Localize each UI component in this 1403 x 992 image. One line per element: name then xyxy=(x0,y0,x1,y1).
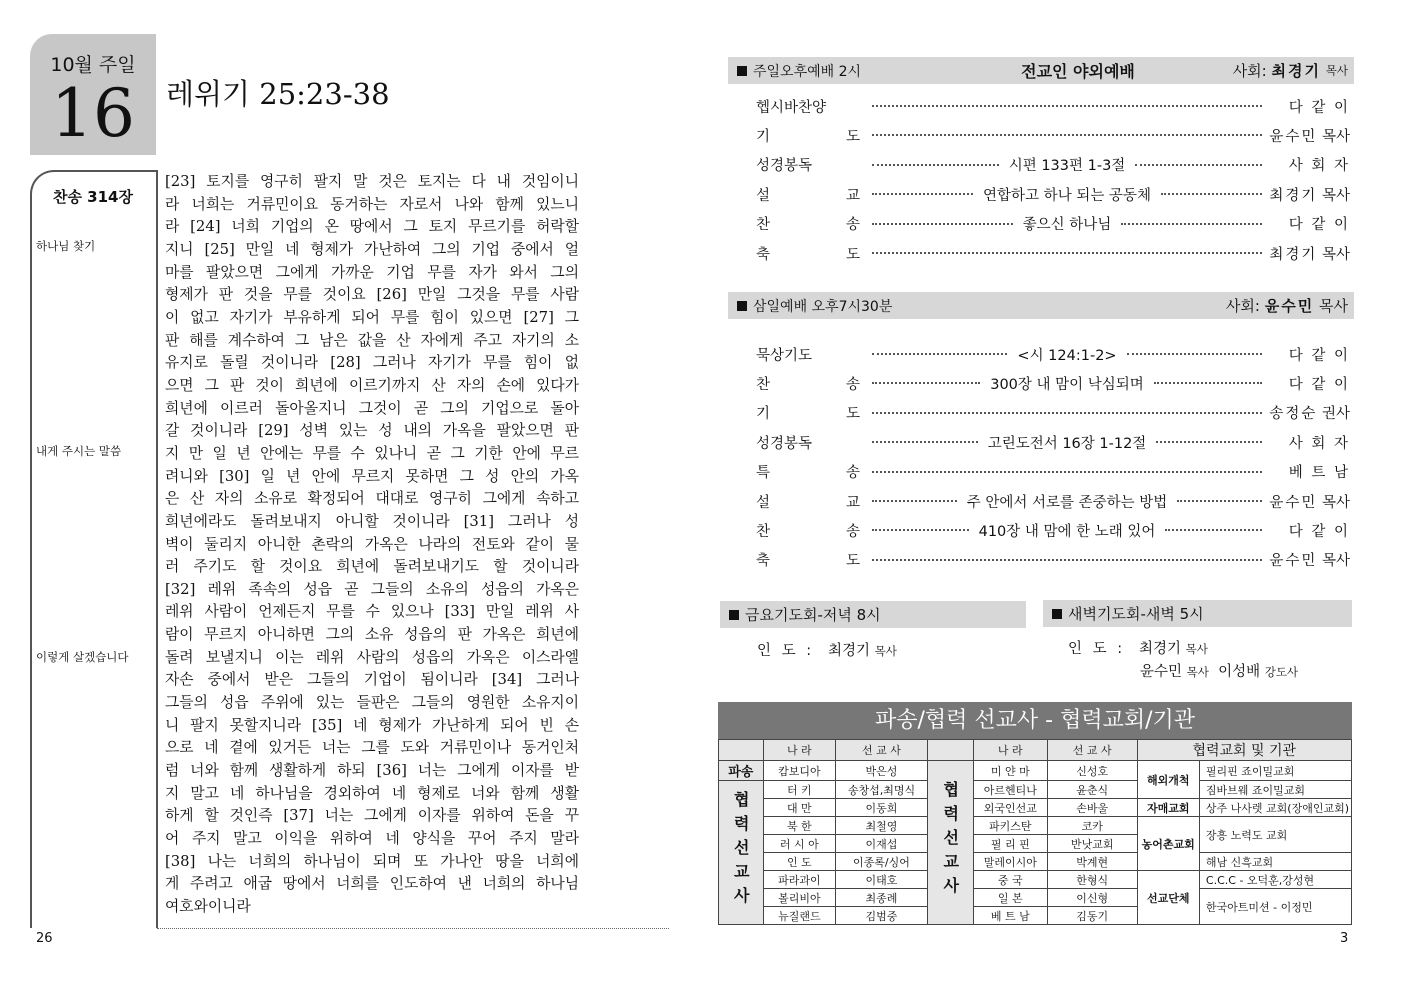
order-person xyxy=(1266,549,1350,570)
scripture-line: 람이 무르지 아니하면 그의 소유 성읍의 판 가옥은 희년에 xyxy=(165,626,579,644)
scripture-line: 그들의 성읍 주위에 있는 들판은 그들의 영원한 소유지이 xyxy=(165,694,579,712)
scripture-line: 레위 사람이 언제든지 무를 수 있으나 [33] 만일 레위 사 xyxy=(165,603,579,621)
order-person xyxy=(1266,520,1350,541)
leader-dots xyxy=(1161,193,1262,195)
missionary-cell: 박은성 xyxy=(836,761,928,781)
person-title: 목사 xyxy=(1321,494,1350,511)
side-label-seek: 하나님 찾기 xyxy=(36,239,96,253)
order-row xyxy=(756,122,1350,148)
scripture-text xyxy=(165,171,579,919)
order-person xyxy=(1266,373,1350,394)
order-person xyxy=(1266,491,1350,512)
order-row xyxy=(756,240,1350,266)
dawn-leader xyxy=(1068,637,1208,658)
square-bullet-icon xyxy=(1052,609,1062,619)
order-row xyxy=(756,517,1350,543)
leader-dots xyxy=(872,529,969,531)
order-content: 시편 133편 1-3절 xyxy=(1008,158,1126,175)
order-label: 기 도 xyxy=(756,406,860,423)
leader-name: 이성배 xyxy=(1218,664,1261,680)
scripture-line: 게 주려고 애굽 땅에서 너희를 인도하여 낸 너희의 하나님 xyxy=(165,875,579,893)
table-row xyxy=(719,817,1352,835)
country-cell: 파키스탄 xyxy=(973,817,1047,835)
friday-title: 금요기도회-저녁 8시 xyxy=(745,606,881,624)
missionary-cell: 송창섭,최명식 xyxy=(836,781,928,799)
day-number: 16 xyxy=(51,75,135,152)
order-content: 410장 내 맘에 한 노래 있어 xyxy=(978,523,1156,540)
page-number-left: 26 xyxy=(36,931,53,946)
leader-dots xyxy=(872,164,999,166)
person-title: 목사 xyxy=(1321,246,1350,263)
scripture-line: 희년에라도 돌려보내지 아니할 것이니라 [31] 그러나 성 xyxy=(165,512,579,530)
partner-item: 필리핀 죠이밀교회 xyxy=(1199,761,1351,781)
leader-dots xyxy=(872,105,1262,107)
order-row xyxy=(756,152,1350,178)
order-row xyxy=(756,341,1350,367)
partner-category: 농어촌교회 xyxy=(1137,817,1199,871)
order-person xyxy=(1266,461,1350,482)
person-name: 사 회 자 xyxy=(1288,435,1351,452)
missionary-cell: 최종례 xyxy=(836,889,928,907)
leader-prefix: 사회: xyxy=(1232,62,1267,80)
leader-title: 목사 xyxy=(1185,642,1208,656)
person-name: 최경기 xyxy=(1269,187,1318,204)
missionary-cell: 이태호 xyxy=(836,871,928,889)
order-row xyxy=(756,488,1350,514)
leader-dots xyxy=(1165,529,1262,531)
wednesday-service-header xyxy=(728,292,1354,319)
col-missionary: 선 교 사 xyxy=(836,740,928,761)
side-label-word: 내게 주시는 말씀 xyxy=(36,444,122,458)
person-title: 목사 xyxy=(1321,553,1350,570)
scripture-line: 벽이 둘리지 아니한 촌락의 가옥은 나라의 전토와 같이 물 xyxy=(165,535,579,553)
square-bullet-icon xyxy=(737,301,747,311)
order-content: 300장 내 맘이 낙심되며 xyxy=(990,376,1144,393)
scripture-line: 하게 할 것인즉 [37] 너는 그에게 이자를 위하여 돈을 꾸 xyxy=(165,807,579,825)
leader-title: 강도사 xyxy=(1264,665,1299,679)
order-row xyxy=(756,211,1350,237)
partner-item: 장흥 노력도 교회 xyxy=(1199,817,1351,853)
leader-title: 목사 xyxy=(1319,297,1348,315)
scripture-line: 희년에 이르러 돌아올지니 그것이 곧 그의 기업으로 돌아 xyxy=(165,399,579,417)
person-name: 송정순 xyxy=(1269,406,1318,423)
missionary-cell: 이동희 xyxy=(836,799,928,817)
friday-leader xyxy=(757,639,897,660)
scripture-line: [23] 토지를 영구히 팔지 말 것은 토지는 다 내 것임이니 xyxy=(165,173,579,190)
order-row xyxy=(756,547,1350,573)
scripture-line: 으면 그 판 것이 희년에 이르기까지 산 자의 손에 있다가 xyxy=(165,376,579,394)
scripture-line: 으로 네 곁에 있거든 너는 그를 도와 거류민이나 동거인처 xyxy=(165,739,579,757)
country-cell: 미 얀 마 xyxy=(973,761,1047,781)
missionary-cell: 한형식 xyxy=(1047,871,1137,889)
leader-dots xyxy=(872,559,1262,561)
partner-item: 짐바브웨 죠이밀교회 xyxy=(1199,781,1351,799)
order-person xyxy=(1266,402,1350,423)
country-cell: 필 리 핀 xyxy=(973,835,1047,853)
person-name: 다 같 이 xyxy=(1288,99,1350,116)
scripture-line: 지니 [25] 만일 네 형제가 가난하여 그의 기업 중에서 얼 xyxy=(165,240,579,258)
person-name: 윤수민 xyxy=(1269,128,1318,145)
order-person xyxy=(1266,96,1350,117)
scripture-line: 돌려 보낼지니 이는 레위 사람의 성읍의 가옥은 이스라엘 xyxy=(165,648,579,666)
scripture-line: 지 말고 네 하나님을 경외하여 네 형제로 너와 함께 생활 xyxy=(165,784,579,802)
partner-item: 상주 나사렛 교회(장애인교회) xyxy=(1199,799,1351,817)
partner-item: 한국아트미션 - 이정민 xyxy=(1199,889,1351,925)
leader-dots xyxy=(1121,223,1262,225)
country-cell: 인 도 xyxy=(763,853,836,871)
leader-title: 목사 xyxy=(874,644,897,658)
col-missionary: 선 교 사 xyxy=(1047,740,1137,761)
country-cell: 볼리비아 xyxy=(763,889,836,907)
partner-item: 해남 신흑교회 xyxy=(1199,853,1351,871)
person-title: 목사 xyxy=(1321,187,1350,204)
table-row xyxy=(719,781,1352,799)
country-cell: 터 키 xyxy=(763,781,836,799)
missionary-cell: 이신형 xyxy=(1047,889,1137,907)
missionary-cell: 김동기 xyxy=(1047,907,1137,925)
order-person xyxy=(1266,213,1350,234)
scripture-line: 라 너희는 거류민이요 동거하는 자로서 나와 함께 있느니 xyxy=(165,195,579,213)
partner-category: 해외개척 xyxy=(1137,761,1199,799)
sent-label: 파송 xyxy=(719,761,764,781)
scripture-line: [38] 나는 너희의 하나님이 되며 또 가나안 땅을 너희에 xyxy=(165,852,579,870)
scripture-line: 려니와 [30] 일 년 안에 무르지 못하면 그 성 안의 가옥 xyxy=(165,467,579,485)
person-name: 사 회 자 xyxy=(1288,158,1351,175)
leader-dots xyxy=(872,353,1007,355)
order-person xyxy=(1266,243,1350,264)
table-row xyxy=(719,799,1352,817)
leader-dots xyxy=(872,252,1262,254)
missionary-cell: 손바울 xyxy=(1047,799,1137,817)
leader-dots xyxy=(872,134,1262,136)
sunday-service-header xyxy=(728,57,1354,84)
order-label: 묵상기도 xyxy=(756,347,813,364)
scripture-line: 지 만 일 년 안에는 무를 수 있나니 곧 그 기한 안에 무르 xyxy=(165,444,579,462)
leader-dots xyxy=(1154,382,1262,384)
friday-prayer-header xyxy=(720,601,1026,628)
order-label: 성경봉독 xyxy=(756,435,813,452)
missions-title: 파송/협력 선교사 - 협력교회/기관 xyxy=(718,702,1352,739)
scripture-line: 이 없고 자기가 부유하게 되어 무를 힘이 있으면 [27] 그 xyxy=(165,308,579,326)
col-country: 나 라 xyxy=(763,740,836,761)
order-content: 고린도전서 16장 1-12절 xyxy=(987,435,1147,452)
order-row xyxy=(756,93,1350,119)
country-cell: 캄보디아 xyxy=(763,761,836,781)
scripture-line: 여호와이니라 xyxy=(165,898,251,915)
leader-dots xyxy=(872,382,980,384)
order-label: 찬 송 xyxy=(756,376,860,393)
leader-name: 최경기 xyxy=(1271,62,1321,80)
order-person xyxy=(1266,432,1350,453)
person-title: 목사 xyxy=(1321,128,1350,145)
leader-dots xyxy=(1156,441,1262,443)
order-row xyxy=(756,181,1350,207)
scripture-line: 라 [24] 너희 기업의 온 땅에서 그 토지 무르기를 허락할 xyxy=(165,218,579,236)
missionary-cell: 반낫교회 xyxy=(1047,835,1137,853)
leader-dots xyxy=(872,500,957,502)
country-cell: 대 만 xyxy=(763,799,836,817)
order-label: 축 도 xyxy=(756,553,860,570)
person-name: 최경기 xyxy=(1269,246,1318,263)
missionary-cell: 이종록/싱어 xyxy=(836,853,928,871)
order-label: 기 도 xyxy=(756,128,860,145)
person-name: 다 같 이 xyxy=(1288,376,1350,393)
scripture-line: 니 팔지 못할지니라 [35] 네 형제가 가난하게 되어 빈 손 xyxy=(165,716,579,734)
missionary-cell: 최철영 xyxy=(836,817,928,835)
order-content: <시 124:1-2> xyxy=(1017,347,1117,364)
scripture-line: 갈 것이니라 [29] 성벽 있는 성 내의 가옥을 팔았으면 판 xyxy=(165,422,579,440)
partner-item: C.C.C - 오덕훈,강성현 xyxy=(1199,871,1351,889)
sunday-center-title: 전교인 야외예배 xyxy=(1021,62,1135,81)
order-label: 특 송 xyxy=(756,465,860,482)
leader-dots xyxy=(872,412,1262,414)
leader-dots xyxy=(872,193,973,195)
missions-table xyxy=(718,739,1352,925)
person-name: 윤수민 xyxy=(1269,494,1318,511)
scripture-line: 판 해를 계수하여 그 남은 값을 산 자에게 주고 자기의 소 xyxy=(165,331,579,349)
leader-name: 최경기 xyxy=(1138,641,1181,657)
table-row xyxy=(719,871,1352,889)
leader-dots xyxy=(1127,353,1262,355)
missionary-cell: 박계현 xyxy=(1047,853,1137,871)
leader-name: 윤수민 xyxy=(1140,664,1183,680)
partner-category: 선교단체 xyxy=(1137,871,1199,925)
scripture-line: 마를 팔았으면 그에게 가까운 기업 무를 자가 와서 그의 xyxy=(165,263,579,281)
leader-title: 목사 xyxy=(1325,63,1348,78)
missionary-cell: 김범중 xyxy=(836,907,928,925)
page-number-right: 3 xyxy=(1340,931,1349,946)
country-cell: 중 국 xyxy=(973,871,1047,889)
square-bullet-icon xyxy=(737,66,747,76)
scripture-line: 럼 너와 함께 생활하게 하되 [36] 너는 그에게 이자를 받 xyxy=(165,762,579,780)
missionary-cell: 신성호 xyxy=(1047,761,1137,781)
scripture-line: 어 주지 말고 이익을 위하여 네 양식을 꾸어 주지 말라 xyxy=(165,830,579,848)
order-person xyxy=(1266,344,1350,365)
month-week: 10월 주일 xyxy=(50,54,136,76)
order-row xyxy=(756,459,1350,485)
wednesday-leader xyxy=(892,295,1354,316)
person-name: 베 트 남 xyxy=(1288,465,1350,482)
order-label: 찬 송 xyxy=(756,217,860,234)
table-row xyxy=(719,853,1352,871)
leader-dots xyxy=(1135,164,1262,166)
country-cell: 러 시 아 xyxy=(763,835,836,853)
country-cell: 베 트 남 xyxy=(973,907,1047,925)
order-row xyxy=(756,400,1350,426)
order-content: 좋으신 하나님 xyxy=(1022,217,1112,234)
side-label-live: 이렇게 살겠습니다 xyxy=(36,650,129,664)
country-cell: 아르헨티나 xyxy=(973,781,1047,799)
square-bullet-icon xyxy=(729,610,739,620)
missionary-cell: 이재섭 xyxy=(836,835,928,853)
scripture-line: 자손 중에서 받은 그들의 기업이 됨이니라 [34] 그러나 xyxy=(165,671,579,689)
sidebar-box xyxy=(30,170,158,928)
order-label: 축 도 xyxy=(756,246,860,263)
leader-dots xyxy=(872,223,1013,225)
sunday-leader xyxy=(1193,60,1354,81)
partner-category: 자매교회 xyxy=(1137,799,1199,817)
order-label: 헵시바찬양 xyxy=(756,99,827,116)
leader-label: 인 도 : xyxy=(757,643,815,659)
table-row xyxy=(719,889,1352,907)
order-label: 성경봉독 xyxy=(756,158,813,175)
leader-dots xyxy=(872,471,1262,473)
country-cell: 일 본 xyxy=(973,889,1047,907)
wednesday-title: 삼일예배 오후7시30분 xyxy=(753,298,893,315)
order-person xyxy=(1266,125,1350,146)
passage-reference: 레위기 25:23-38 xyxy=(166,77,390,111)
sunday-title: 주일오후예배 2시 xyxy=(753,63,862,80)
scripture-line: 유지로 돌릴 것이니라 [28] 그러나 자기가 무를 힘이 없 xyxy=(165,354,579,372)
country-cell: 말레이시아 xyxy=(973,853,1047,871)
country-cell: 파라과이 xyxy=(763,871,836,889)
order-label: 설 교 xyxy=(756,187,860,204)
leader-title: 목사 xyxy=(1186,665,1209,679)
dawn-leader-2 xyxy=(1140,660,1298,681)
leader-dots xyxy=(1177,500,1262,502)
leader-name: 윤수민 xyxy=(1264,297,1315,315)
col-country: 나 라 xyxy=(973,740,1047,761)
person-name: 다 같 이 xyxy=(1288,523,1351,540)
leader-label: 인 도 : xyxy=(1068,641,1126,657)
table-row xyxy=(719,761,1352,781)
leader-name: 최경기 xyxy=(827,643,870,659)
scripture-line: 은 산 자의 소유로 확정되어 대대로 영구히 그에게 속하고 xyxy=(165,490,579,508)
country-cell: 외국인선교 xyxy=(973,799,1047,817)
leader-prefix: 사회: xyxy=(1225,297,1260,315)
order-person xyxy=(1266,184,1350,205)
order-person xyxy=(1266,154,1350,175)
coop-label-left: 협력선교사 xyxy=(719,781,764,925)
corner-cell xyxy=(719,740,764,761)
corner-cell xyxy=(927,740,973,761)
bottom-rule xyxy=(157,928,669,929)
person-name: 다 같 이 xyxy=(1288,217,1350,234)
hymn-number: 찬송 314장 xyxy=(52,188,133,206)
person-name: 윤수민 xyxy=(1269,553,1318,570)
country-cell: 북 한 xyxy=(763,817,836,835)
order-content: 연합하고 하나 되는 공동체 xyxy=(983,187,1151,204)
leader-dots xyxy=(872,441,978,443)
person-name: 다 같 이 xyxy=(1288,347,1351,364)
dawn-title: 새벽기도회-새벽 5시 xyxy=(1068,605,1204,623)
scripture-line: 형제가 판 것을 무를 것이요 [26] 만일 그것을 무를 사람 xyxy=(165,286,579,304)
coop-label-right: 협력선교사 xyxy=(927,761,973,925)
missionary-cell: 윤춘식 xyxy=(1047,781,1137,799)
missionary-cell: 코카 xyxy=(1047,817,1137,835)
col-partner: 협력교회 및 기관 xyxy=(1137,740,1351,761)
order-row xyxy=(756,429,1350,455)
scripture-line: 러 주기도 할 것이요 희년에 돌려보내기도 할 것이니라 xyxy=(165,558,579,576)
scripture-line: [32] 레위 족속의 성읍 곧 그들의 소유의 성읍의 가옥은 xyxy=(165,580,579,598)
order-row xyxy=(756,370,1350,396)
order-content: 주 안에서 서로를 존중하는 방법 xyxy=(966,494,1168,511)
person-title: 권사 xyxy=(1321,406,1350,423)
country-cell: 뉴질랜드 xyxy=(763,907,836,925)
order-label: 설 교 xyxy=(756,494,860,511)
dawn-prayer-header xyxy=(1043,600,1352,627)
order-label: 찬 송 xyxy=(756,523,860,540)
